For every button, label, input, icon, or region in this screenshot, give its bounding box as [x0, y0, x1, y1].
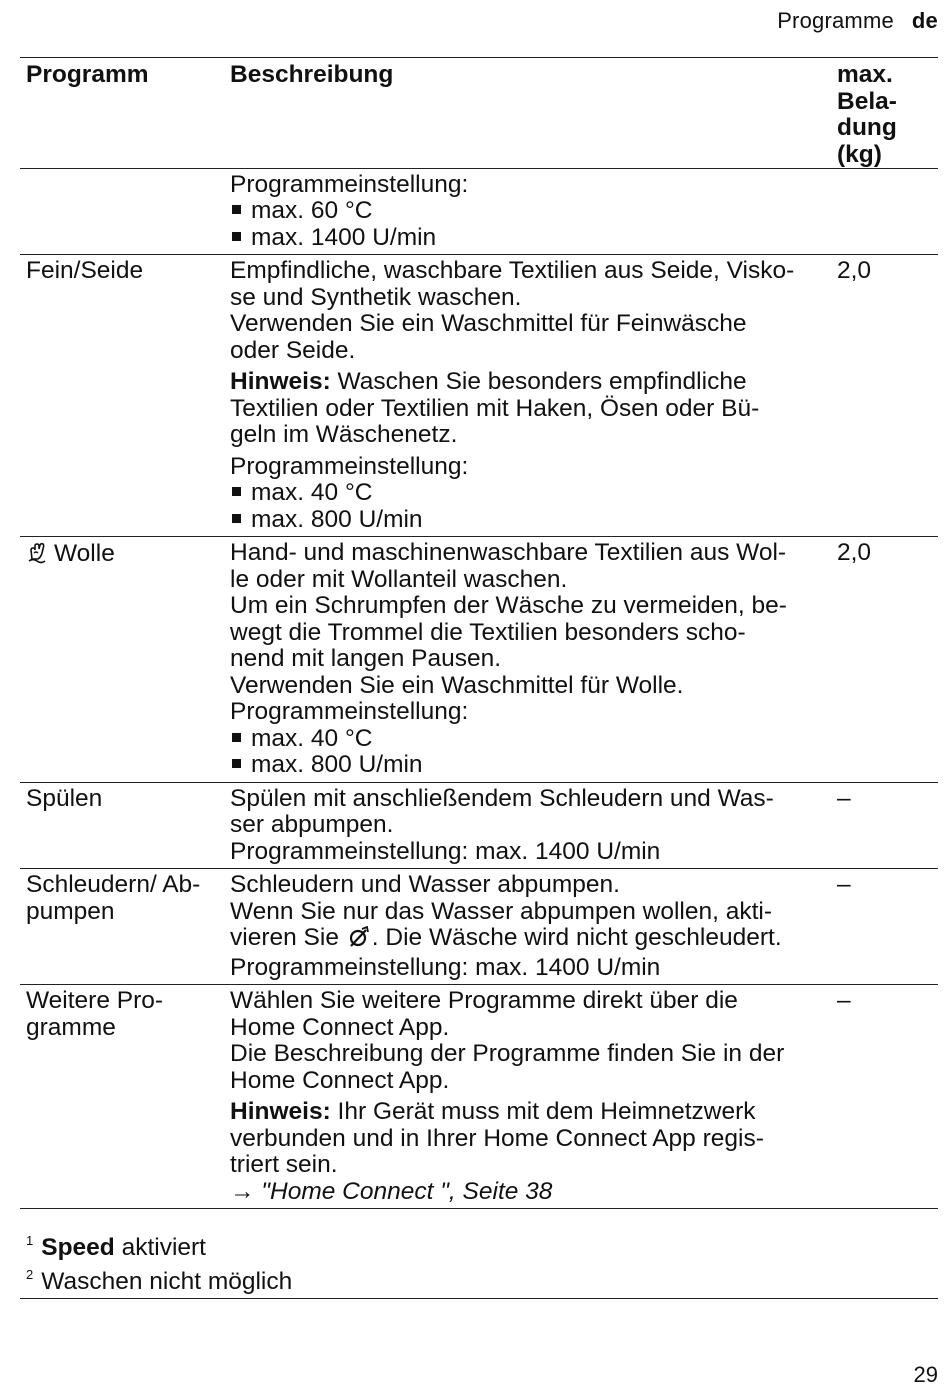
load-cell: 2,0 [837, 257, 872, 284]
note-label: Hinweis: [230, 368, 331, 395]
setting-bullet [230, 726, 831, 753]
note-text: Textilien oder Textilien mit Haken, Ösen oder Bü- [230, 394, 760, 422]
note-label: Hinweis: [230, 1098, 331, 1125]
setting-bullet [230, 198, 831, 225]
description-line: oder Seide. [230, 336, 356, 364]
description-line: Um ein Schrumpfen der Wäsche zu vermeiden, be- [230, 592, 787, 619]
note-text: Waschen Sie besonders empfindliche [330, 368, 747, 395]
load-cell: – [837, 784, 851, 812]
setting-label: Programmeinstellung: [230, 170, 469, 198]
bullet-text: max. 40 °C [251, 479, 373, 506]
description-line: Spülen mit anschließendem Schleudern und Was- [230, 784, 774, 812]
table-row [20, 985, 938, 1209]
header-load-line: dung [837, 114, 897, 141]
header-description: Beschreibung [230, 61, 394, 88]
header-load [831, 62, 938, 169]
page-header [777, 8, 938, 34]
description-line: Programmeinstellung: max. 1400 U/min [230, 953, 661, 981]
setting-label: Programmeinstellung: [230, 452, 469, 480]
bullet-square-icon [232, 733, 241, 742]
program-cell [20, 988, 226, 1205]
program-label: pumpen [26, 897, 115, 925]
note-text: triert sein. [230, 1151, 338, 1178]
table-header-row [20, 57, 938, 169]
description-text: vieren Sie [230, 924, 346, 951]
table-row [20, 537, 938, 783]
program-cell [20, 872, 226, 981]
load-cell: – [837, 987, 851, 1014]
description-line: Die Beschreibung der Programme finden Sie in der [230, 1040, 785, 1067]
description-line: Schleudern und Wasser abpumpen. [230, 871, 620, 898]
description-line: Verwenden Sie ein Waschmittel für Wolle. [230, 671, 684, 699]
description-line: Wenn Sie nur das Wasser abpumpen wollen, akti- [230, 897, 772, 925]
program-label: Wolle [54, 540, 115, 567]
setting-bullet [230, 507, 831, 534]
program-cell: Spülen [26, 784, 103, 812]
bullet-square-icon [232, 205, 241, 214]
wool-hand-icon [26, 540, 48, 571]
program-label: gramme [26, 1013, 116, 1041]
description-cell [226, 872, 831, 981]
page-number: 29 [913, 1362, 938, 1387]
description-cell [226, 172, 831, 252]
footnotes [20, 1228, 938, 1299]
program-cell [20, 172, 226, 252]
description-line: nend mit langen Pausen. [230, 645, 502, 672]
load-cell: – [837, 871, 851, 898]
bullet-text: max. 1400 U/min [251, 223, 437, 251]
table-row [20, 169, 938, 256]
description-line: se und Synthetik waschen. [230, 283, 522, 311]
note-text: verbunden und in Ihrer Home Connect App regis- [230, 1124, 764, 1152]
description-line: Home Connect App. [230, 1066, 450, 1094]
section-title: Programme [777, 8, 894, 33]
bullet-text: max. 40 °C [251, 724, 373, 752]
footnote-number: 1 [26, 1233, 34, 1248]
description-line: Hand- und maschinenwaschbare Textilien aus Wol- [230, 539, 787, 566]
no-spin-icon [347, 926, 371, 955]
description-line: wegt die Trommel die Textilien besonders scho- [230, 618, 746, 646]
description-line: Verwenden Sie ein Waschmittel für Feinwäsche [230, 310, 747, 337]
table-row [20, 869, 938, 985]
bullet-square-icon [232, 514, 241, 523]
bullet-text: max. 800 U/min [251, 751, 423, 778]
footnote [20, 1262, 938, 1296]
bullet-square-icon [232, 759, 241, 768]
setting-bullet [230, 225, 831, 252]
cross-reference-link[interactable]: → "Home Connect ", Seite 38 [230, 1177, 553, 1205]
program-cell: Fein/Seide [26, 257, 144, 284]
program-label: Weitere Pro- [26, 987, 164, 1014]
setting-bullet [230, 752, 831, 779]
note-text: geln im Wäschenetz. [230, 421, 458, 448]
setting-label: Programmeinstellung: [230, 698, 469, 725]
header-load-line: Bela- [837, 87, 897, 115]
description-line: Home Connect App. [230, 1013, 450, 1041]
header-load-line: (kg) [837, 140, 882, 168]
program-label: Schleudern/ Ab- [26, 871, 201, 898]
language-tag: de [911, 8, 938, 33]
footnote [20, 1228, 938, 1262]
description-line: Programmeinstellung: max. 1400 U/min [230, 837, 661, 865]
header-program: Programm [26, 61, 149, 88]
footnote-text: Waschen nicht möglich [41, 1267, 293, 1295]
program-table [20, 57, 938, 1209]
note-text: Ihr Gerät muss mit dem Heimnetzwerk [330, 1098, 756, 1125]
description-cell [226, 258, 831, 533]
load-cell [831, 172, 938, 252]
load-cell: 2,0 [837, 539, 872, 566]
header-load-line: max. [837, 61, 893, 88]
note-line [230, 369, 831, 396]
description-cell [226, 786, 831, 866]
description-line: Wählen Sie weitere Programme direkt über die [230, 987, 738, 1014]
table-row [20, 783, 938, 870]
bullet-square-icon [232, 232, 241, 241]
description-cell [226, 988, 831, 1205]
bullet-square-icon [232, 487, 241, 496]
description-line: Empfindliche, waschbare Textilien aus Seide, Visko- [230, 257, 795, 284]
setting-bullet [230, 480, 831, 507]
description-text: . Die Wäsche wird nicht geschleudert. [371, 924, 782, 951]
description-line: le oder mit Wollanteil waschen. [230, 565, 568, 593]
footnote-number: 2 [26, 1266, 34, 1282]
table-row [20, 255, 938, 537]
note-line [230, 1099, 831, 1126]
program-cell [20, 540, 226, 779]
bullet-text: max. 800 U/min [251, 505, 423, 533]
footnote-bold: Speed [41, 1234, 115, 1261]
footnote-text: aktiviert [114, 1234, 206, 1261]
bullet-text: max. 60 °C [251, 197, 373, 224]
description-line [230, 925, 831, 955]
description-line: ser abpumpen. [230, 811, 394, 838]
description-cell [226, 540, 831, 779]
